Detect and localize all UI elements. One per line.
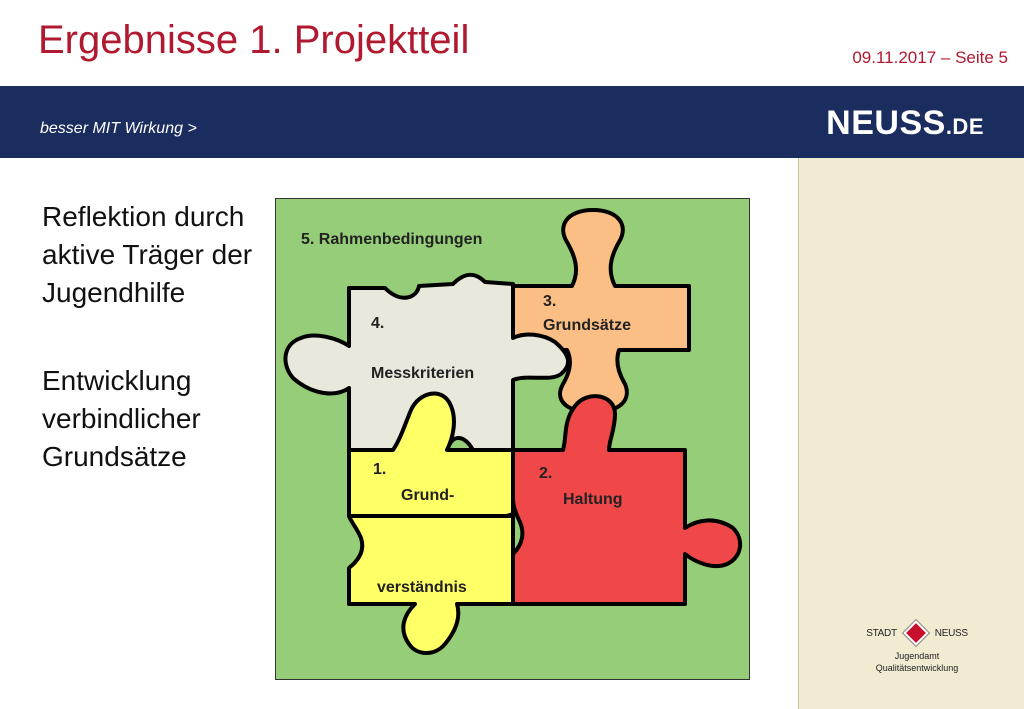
text-block-development: Entwicklung verbindlicher Grundsätze	[42, 365, 201, 472]
diamond-icon	[903, 620, 928, 645]
text-block-reflection: Reflektion durch aktive Träger der Jugendhilfe	[42, 201, 253, 308]
badge-subtitle	[862, 650, 972, 674]
piece2-number: 2.	[539, 465, 553, 482]
piece3-label: Grundsätze	[543, 317, 632, 334]
tagline: besser MIT Wirkung >	[40, 120, 197, 137]
neuss-logo	[826, 104, 984, 143]
piece3-number: 3.	[543, 293, 557, 310]
piece2-label: Haltung	[563, 491, 623, 508]
piece1-number: 1.	[373, 461, 387, 478]
left-text-column	[42, 198, 262, 526]
badge-left-word: STADT	[866, 627, 897, 639]
piece4-label: Messkriterien	[371, 365, 475, 382]
date-page-number: 09.11.2017 – Seite 5	[852, 48, 1008, 67]
logo-suffix: .DE	[945, 114, 984, 139]
label-rahmenbedingungen: 5. Rahmenbedingungen	[301, 231, 483, 248]
badge-line2: Qualitätsentwicklung	[875, 663, 959, 673]
stadt-neuss-mark	[862, 622, 972, 644]
jugendamt-badge	[862, 622, 972, 674]
piece4-number: 4.	[371, 315, 385, 332]
badge-line1: Jugendamt	[894, 651, 940, 661]
slide-title: Ergebnisse 1. Projektteil	[38, 18, 470, 62]
logo-main: NEUSS	[826, 104, 946, 142]
piece1-label-line1: Grund-	[401, 487, 455, 504]
piece1-label-line2: verständnis	[377, 579, 467, 596]
puzzle-diagram	[275, 198, 750, 680]
badge-right-word: NEUSS	[934, 627, 968, 639]
